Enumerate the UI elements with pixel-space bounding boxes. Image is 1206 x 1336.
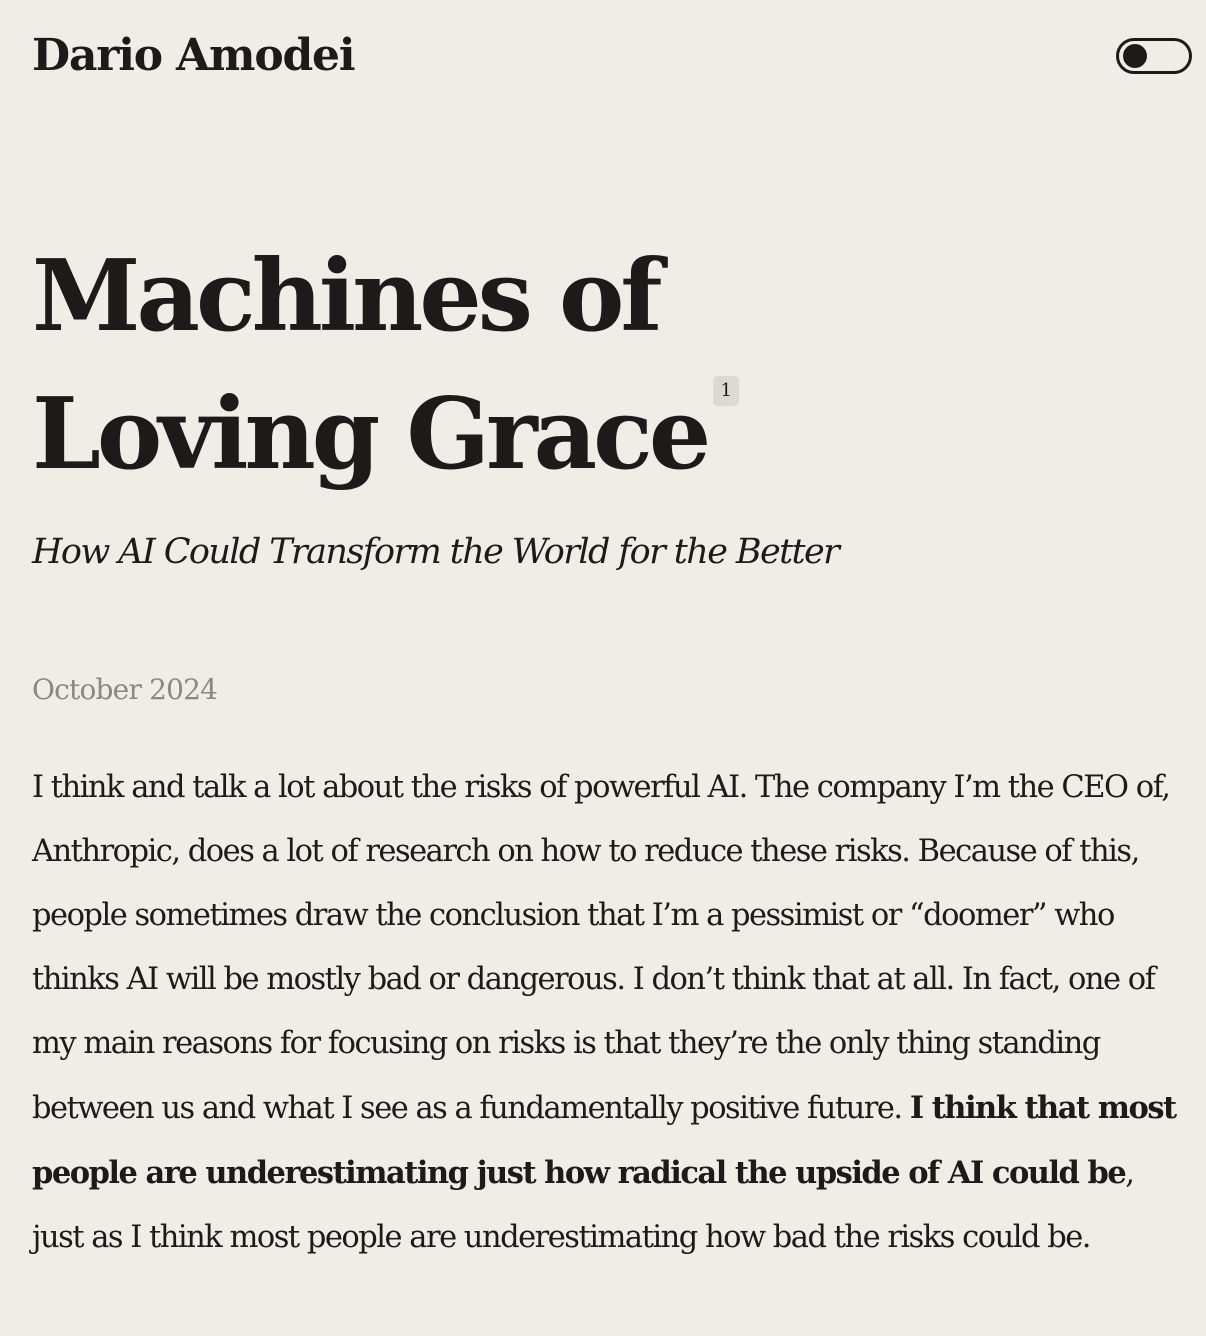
site-header	[32, 24, 1192, 88]
title-line-1: Machines of	[32, 239, 659, 354]
footnote-ref-link[interactable]: 1	[713, 376, 739, 406]
subtitle: How AI Could Transform the World for the Better	[32, 532, 839, 572]
site-name[interactable]: Dario Amodei	[32, 30, 355, 81]
paragraph-text-2: , just as I think most people are underestimating how bad the risks could be.	[32, 1156, 1134, 1255]
intro-paragraph	[32, 756, 1192, 1270]
page-title	[32, 228, 1172, 504]
theme-toggle-button[interactable]	[1116, 38, 1192, 74]
paragraph-bold-text: I think that most people are underestimating just how radical the upside of AI could be	[32, 1090, 1176, 1191]
title-line-2	[32, 366, 1172, 504]
toggle-switch-icon	[1123, 44, 1147, 68]
paragraph-text-1: I think and talk a lot about the risks of powerful AI. The company I’m the CEO of, Anthropic, does a lot of research on how to reduce these risks. Because of this, people sometimes draw the conclusion that I’m a pessimist or “doomer” who thinks AI will be mostly bad or dangerous. I don’t think that at all. In fact, one of my main reasons for focusing on risks is that they’re the only thing standing between us and what I see as a fundamentally positive future.	[32, 770, 1170, 1126]
publish-date: October 2024	[32, 673, 218, 706]
title-line-2-text: Loving Grace	[32, 377, 708, 492]
title-block	[32, 228, 1172, 504]
